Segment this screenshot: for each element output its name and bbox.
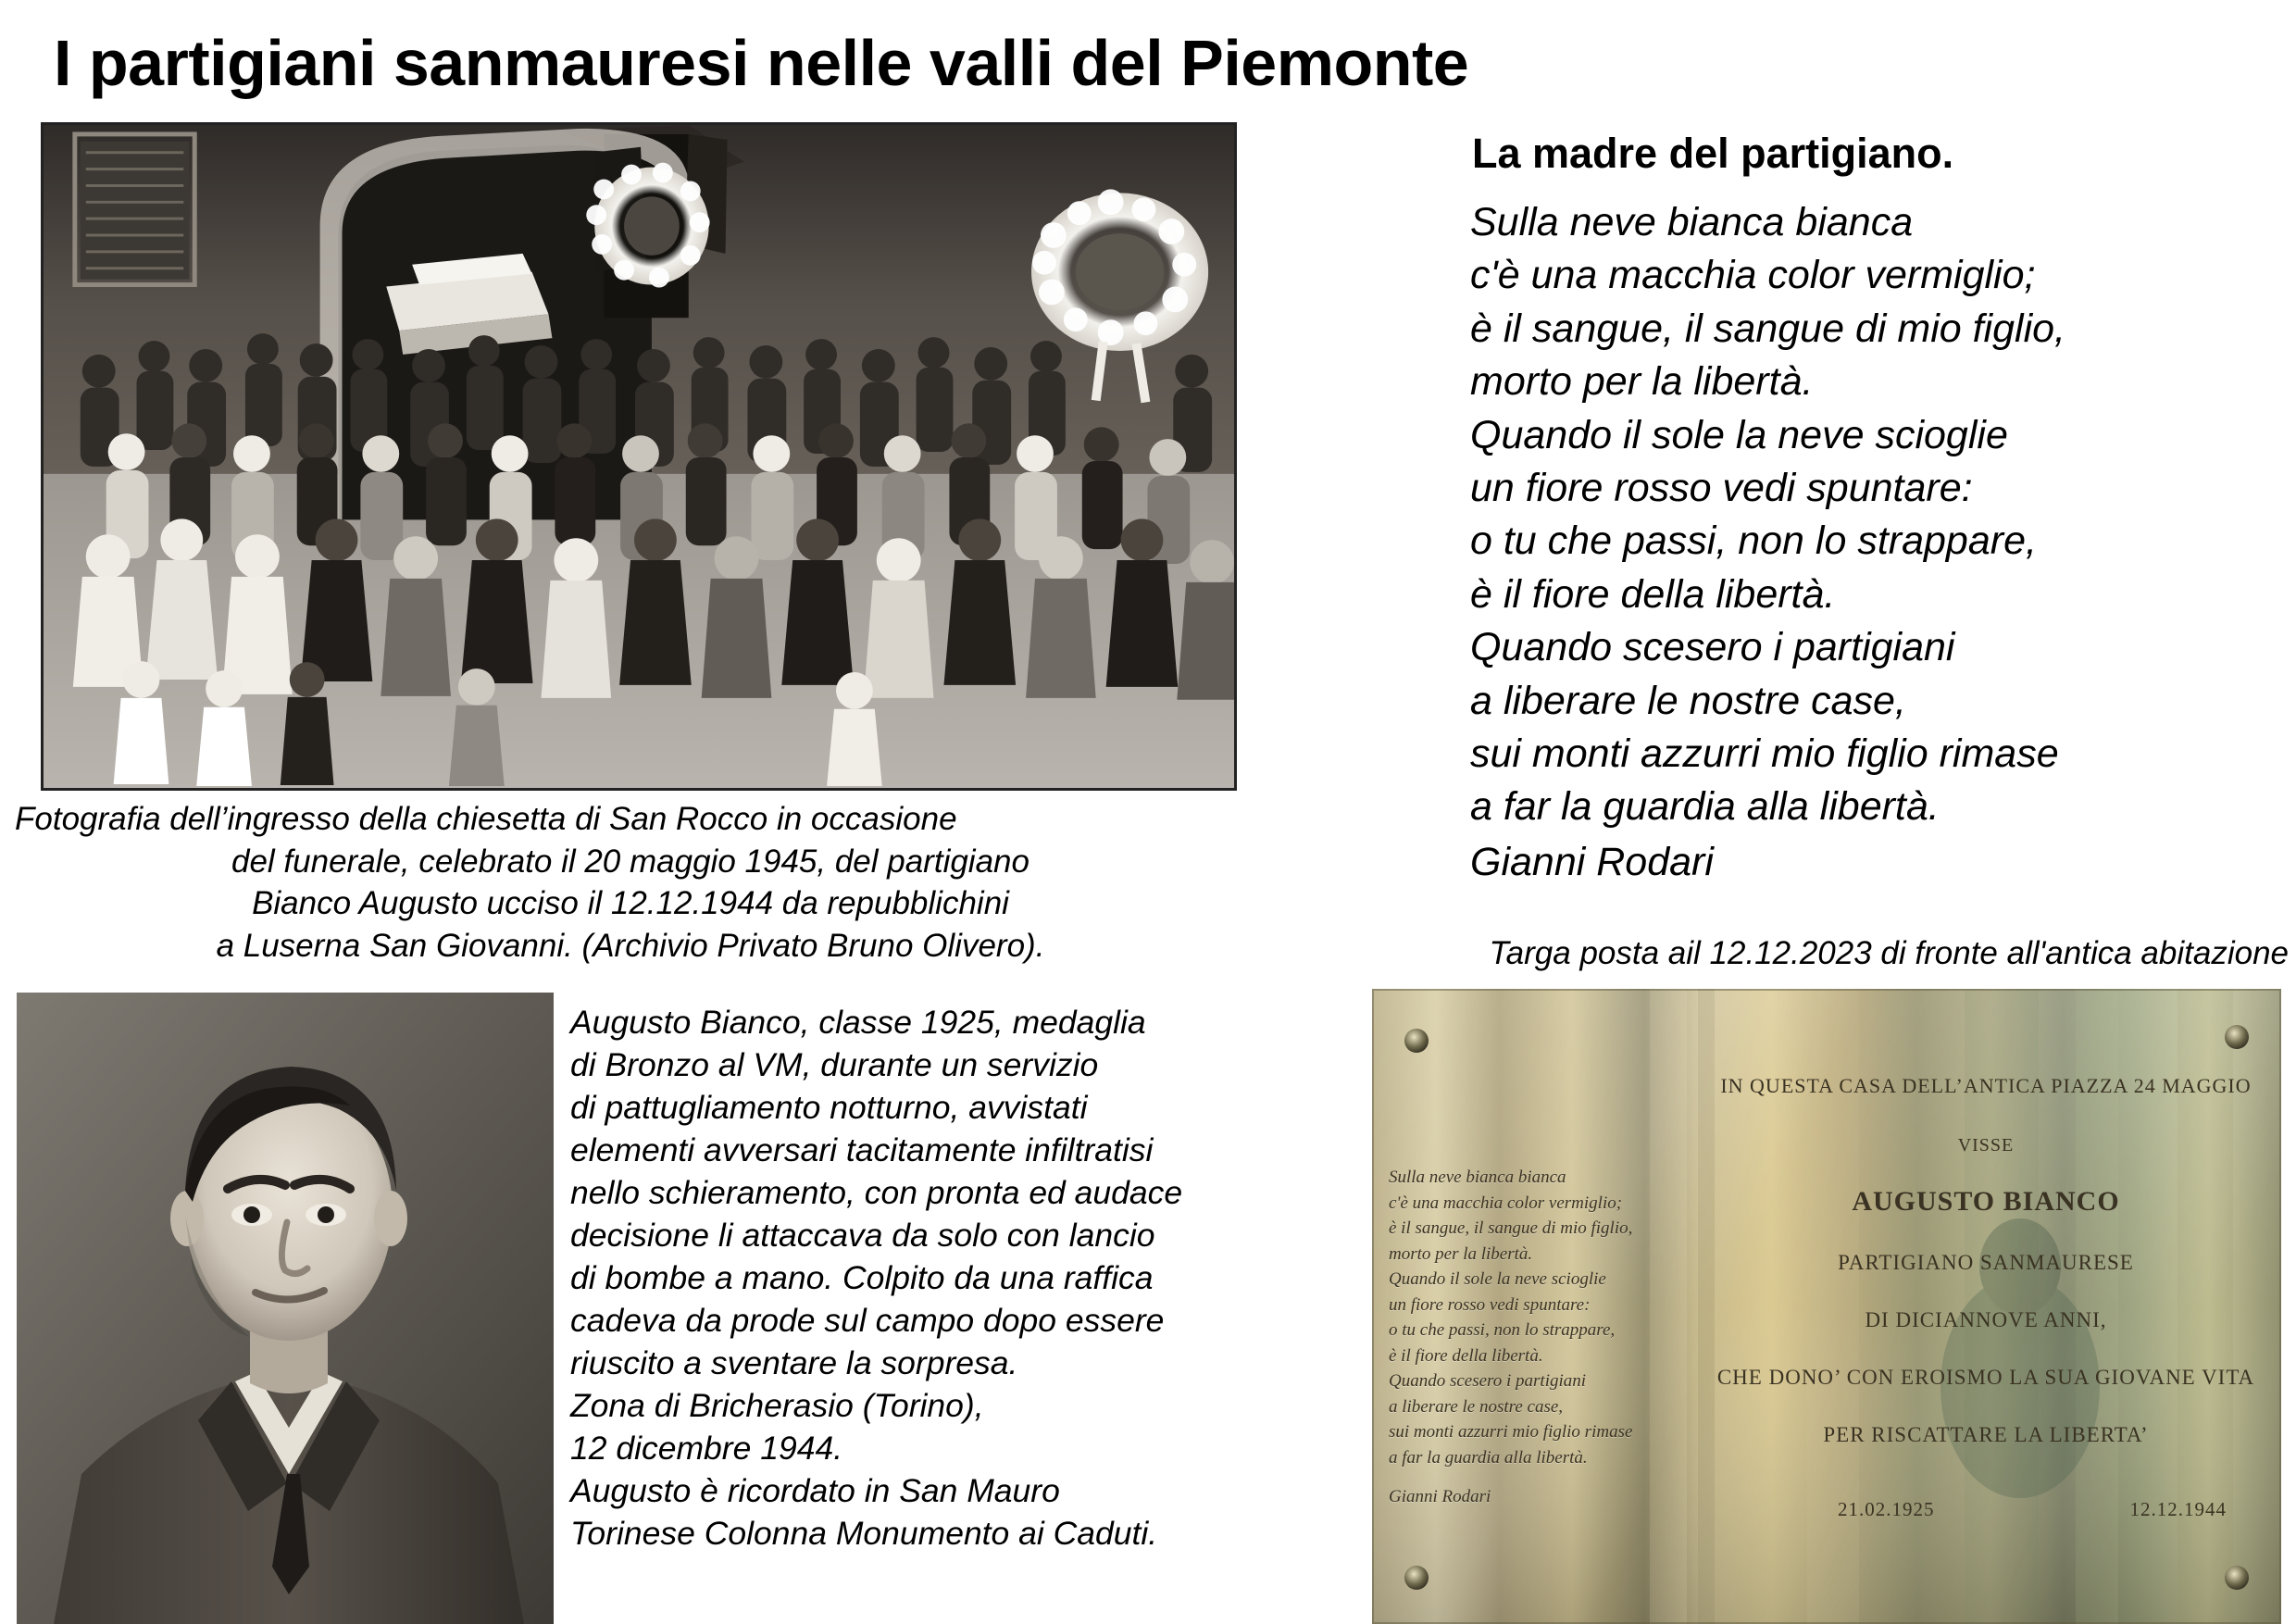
- funeral-photograph: [41, 122, 1237, 791]
- plaque-poem-line: morto per la libertà.: [1389, 1243, 1533, 1264]
- plaque-engraved-poem: [1389, 1165, 1694, 1509]
- poem-line: morto per la libertà.: [1470, 359, 1814, 405]
- citation-line: Augusto Bianco, classe 1925, medaglia: [570, 1004, 1146, 1041]
- plaque-poem-line: o tu che passi, non lo strappare,: [1389, 1320, 1616, 1341]
- plaque-death-date: 12.12.1944: [2129, 1498, 2227, 1520]
- citation-line: cadeva da prode sul campo dopo essere: [570, 1301, 1165, 1339]
- citation-line: Augusto è ricordato in San Mauro: [570, 1471, 1060, 1509]
- plaque-dates: [1838, 1498, 2227, 1521]
- plaque-poem-author: Gianni Rodari: [1389, 1486, 1491, 1506]
- poem-line: a far la guardia alla libertà.: [1470, 784, 1940, 830]
- medal-citation-text: [570, 1002, 1302, 1555]
- poem-line: o tu che passi, non lo strappare,: [1470, 518, 2037, 564]
- plaque-inscription-name: AUGUSTO BIANCO: [1852, 1186, 2120, 1217]
- poem-line: sui monti azzurri mio figlio rimase: [1470, 731, 2059, 776]
- portrait-photograph: [17, 993, 554, 1624]
- citation-line: Torinese Colonna Monumento ai Caduti.: [570, 1514, 1158, 1552]
- plaque-engraved-inscription: [1703, 1074, 2268, 1447]
- plaque-caption: Targa posta ail 12.12.2023 di fronte all'antica abitazione: [1489, 935, 2289, 971]
- citation-line: 12 dicembre 1944.: [570, 1429, 843, 1467]
- poem-line: a liberare le nostre case,: [1470, 678, 1906, 723]
- plaque-poem-line: Sulla neve bianca bianca: [1389, 1168, 1566, 1187]
- page-title: I partigiani sanmauresi nelle valli del Piemonte: [54, 27, 1469, 99]
- plaque-poem-line: a liberare le nostre case,: [1389, 1396, 1564, 1417]
- citation-line: elementi avversari tacitamente infiltratisi: [570, 1131, 1154, 1168]
- plaque-inscription-line: PARTIGIANO SANMAURESE: [1838, 1251, 2134, 1274]
- citation-line: nello schieramento, con pronta ed audace: [570, 1173, 1183, 1211]
- plaque-poem-line: Quando il sole la neve scioglie: [1389, 1269, 1606, 1290]
- citation-line: di pattugliamento notturno, avvistati: [570, 1088, 1088, 1126]
- plaque-poem-line: è il sangue, il sangue di mio figlio,: [1389, 1218, 1633, 1239]
- citation-line: Zona di Bricherasio (Torino),: [570, 1386, 984, 1424]
- plaque-poem-line: a far la guardia alla libertà.: [1389, 1448, 1588, 1468]
- poem-line: Sulla neve bianca bianca: [1470, 200, 1914, 244]
- plaque-inscription-line: DI DICIANNOVE ANNI,: [1865, 1308, 2107, 1331]
- citation-line: decisione li attaccava da solo con lancio: [570, 1216, 1155, 1254]
- plaque-poem-line: un fiore rosso vedi spuntare:: [1389, 1294, 1591, 1315]
- poem-line: Quando il sole la neve scioglie: [1470, 412, 2008, 457]
- caption-line: del funerale, celebrato il 20 maggio 1945, del partigiano: [231, 843, 1029, 880]
- caption-line: a Luserna San Giovanni. (Archivio Privato Bruno Olivero).: [216, 927, 1045, 964]
- caption-line: Fotografia dell’ingresso della chiesetta di San Rocco in occasione: [15, 801, 957, 837]
- poem-author: Gianni Rodari: [1470, 839, 1714, 884]
- citation-line: riuscito a sventare la sorpresa.: [570, 1343, 1018, 1381]
- plaque-inscription-line: IN QUESTA CASA DELL’ANTICA PIAZZA 24 MAGGIO: [1720, 1074, 2252, 1097]
- poem-line: un fiore rosso vedi spuntare:: [1470, 465, 1973, 510]
- citation-line: di bombe a mano. Colpito da una raffica: [570, 1258, 1154, 1296]
- poem-title: La madre del partigiano.: [1472, 130, 1954, 177]
- poem-line: è il sangue, il sangue di mio figlio,: [1470, 306, 2065, 351]
- poem-line: è il fiore della libertà.: [1470, 571, 1836, 617]
- plaque-inscription-line: VISSE: [1957, 1135, 2015, 1156]
- plaque-poem-line: c'è una macchia color vermiglio;: [1389, 1193, 1623, 1213]
- plaque-poem-line: è il fiore della libertà.: [1389, 1345, 1543, 1366]
- poem-line: c'è una macchia color vermiglio;: [1470, 253, 2036, 298]
- plaque-inscription-line: CHE DONO’ CON EROISMO LA SUA GIOVANE VITA: [1716, 1366, 2255, 1389]
- caption-line: Bianco Augusto ucciso il 12.12.1944 da repubblichini: [252, 885, 1009, 921]
- funeral-photo-caption: [15, 798, 1246, 967]
- plaque-poem-line: Quando scesero i partigiani: [1389, 1371, 1587, 1392]
- plaque-inscription-line: PER RISCATTARE LA LIBERTA’: [1823, 1423, 2149, 1446]
- poem-text: [1470, 196, 2285, 889]
- poem-line: Quando scesero i partigiani: [1470, 625, 1955, 670]
- plaque-birth-date: 21.02.1925: [1838, 1498, 1935, 1520]
- plaque-poem-line: sui monti azzurri mio figlio rimase: [1389, 1422, 1633, 1443]
- citation-line: di Bronzo al VM, durante un servizio: [570, 1045, 1099, 1083]
